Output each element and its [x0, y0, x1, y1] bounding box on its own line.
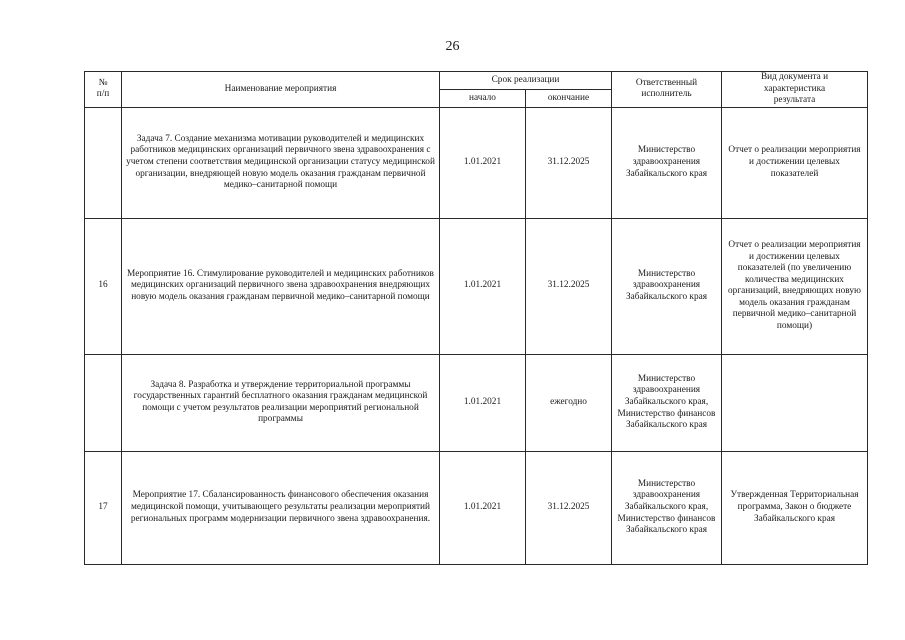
header-start: начало: [440, 90, 526, 107]
row-num: 17: [85, 451, 122, 564]
row-end: ежегодно: [526, 354, 612, 451]
row-start: 1.01.2021: [440, 354, 526, 451]
row-name: Задача 8. Разработка и утверждение территориальной программы государственных гарантий бесплатного оказания гражданам медицинской помощи с учетом результатов реализации мероприятий региональной программы: [122, 354, 440, 451]
row-executor: Министерство здравоохранения Забайкальского края: [612, 218, 722, 354]
row-num: 16: [85, 218, 122, 354]
row-start: 1.01.2021: [440, 107, 526, 218]
row-name: Задача 7. Создание механизма мотивации руководителей и медицинских работников медицинских организаций первичного звена здравоохранения с учетом степени соответствия медицинской организации статусу медицинской организации, внедряющей новую модель оказания гражданам первичной медико–санитарной помощи: [122, 107, 440, 218]
table-row: [85, 451, 868, 564]
header-doc: Вид документа и характеристика результата: [722, 72, 868, 108]
row-name: Мероприятие 17. Сбалансированность финансового обеспечения оказания медицинской помощи, учитывающего результаты реализации мероприятий региональных программ модернизации первичного звена здравоохранения.: [122, 451, 440, 564]
header-row: [85, 72, 868, 90]
table-row: [85, 354, 868, 451]
row-num: [85, 354, 122, 451]
row-start: 1.01.2021: [440, 218, 526, 354]
row-name: Мероприятие 16. Стимулирование руководителей и медицинских работников медицинских организаций первичного звена здравоохранения внедряющих новую модель оказания гражданам первичной медико–санитарной помощи: [122, 218, 440, 354]
header-name: Наименование мероприятия: [122, 72, 440, 108]
header-end: окончание: [526, 90, 612, 107]
row-end: 31.12.2025: [526, 451, 612, 564]
table-row: [85, 107, 868, 218]
row-doc: Отчет о реализации мероприятия и достижении целевых показателей: [722, 107, 868, 218]
page-number: 26: [445, 39, 460, 54]
header-period: Срок реализации: [440, 72, 612, 90]
row-executor: Министерство здравоохранения Забайкальского края, Министерство финансов Забайкальского края: [612, 451, 722, 564]
row-num: [85, 107, 122, 218]
row-end: 31.12.2025: [526, 107, 612, 218]
row-doc: Утвержденная Территориальная программа, Закон о бюджете Забайкальского края: [722, 451, 868, 564]
row-executor: Министерство здравоохранения Забайкальского края: [612, 107, 722, 218]
table-row: [85, 218, 868, 354]
row-doc: Отчет о реализации мероприятия и достижении целевых показателей (по увеличению количества медицинских организаций, внедряющих новую модель оказания гражданам первичной медико–санитарной помощи): [722, 218, 868, 354]
row-start: 1.01.2021: [440, 451, 526, 564]
row-end: 31.12.2025: [526, 218, 612, 354]
row-executor: Министерство здравоохранения Забайкальского края, Министерство финансов Забайкальского края: [612, 354, 722, 451]
plan-table: [84, 71, 868, 565]
header-num: № п/п: [85, 72, 122, 108]
row-doc: [722, 354, 868, 451]
header-executor: Ответственный исполнитель: [612, 72, 722, 108]
